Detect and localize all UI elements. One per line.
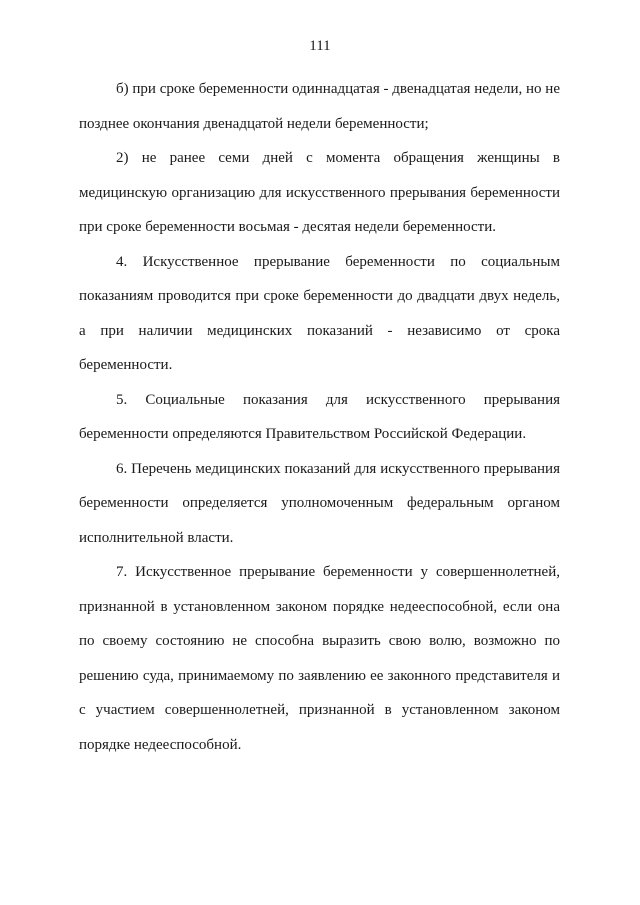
paragraph-item-5-government: 5. Социальные показания для искусственного прерывания беременности определяются Правительством Российской Федерации. — [79, 391, 560, 442]
page-number: 111 — [309, 38, 331, 54]
paragraph-item-4-social-indications: 4. Искусственное прерывание беременности по социальным показаниям проводится при сроке беременности до двадцати двух недель, а при наличии медицинских показаний - независимо от срока беременности. — [79, 253, 560, 373]
paragraph-item-6-medical-list: 6. Перечень медицинских показаний для искусственного прерывания беременности определяется уполномоченным федеральным органом исполнительной власти. — [79, 460, 560, 546]
paragraph-seven-days-rule: 2) не ранее семи дней с момента обращения женщины в медицинскую организацию для искусственного прерывания беременности при сроке беременности восьмая - десятая недели беременности. — [79, 150, 560, 235]
paragraph-term-11-12-weeks: б) при сроке беременности одиннадцатая - двенадцатая недели, но не позднее окончания двенадцатой недели беременности; — [79, 81, 560, 132]
document-body — [79, 72, 560, 762]
paragraph-item-7-incapacitated: 7. Искусственное прерывание беременности у совершеннолетней, признанной в установленном законом порядке недееспособной, если она по своему состоянию не способна выразить свою волю, возможно по решению суда, принимаемому по заявлению ее законного представителя и с участием совершеннолетней, признанной в установленном законом порядке недееспособной. — [79, 564, 560, 753]
